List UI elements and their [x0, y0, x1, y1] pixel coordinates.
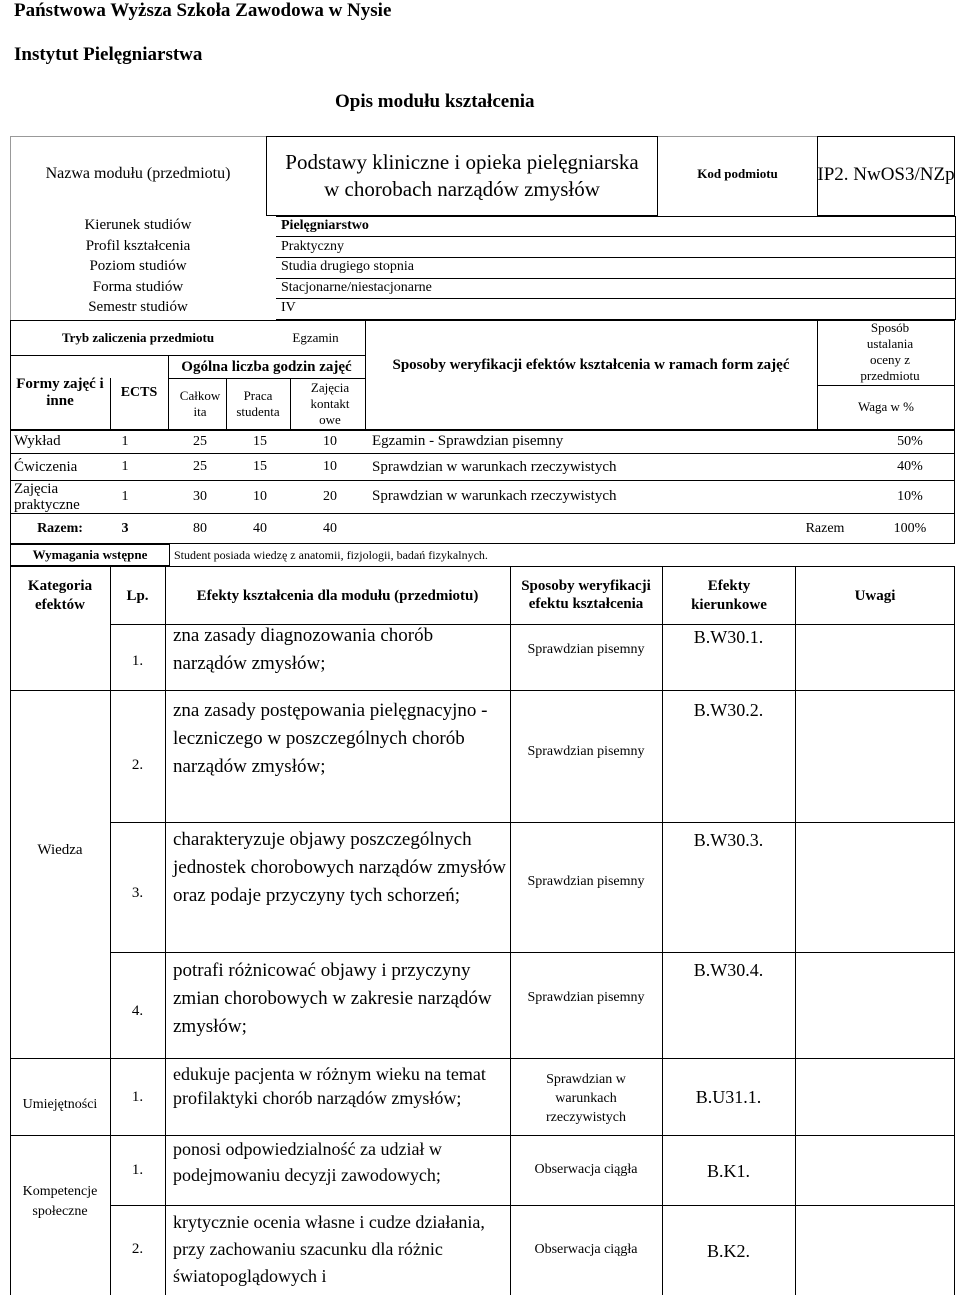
- effect-lp: 1.: [131, 652, 144, 669]
- effect-code: B.K1.: [706, 1160, 750, 1181]
- sum-ects: 3: [121, 521, 129, 536]
- ects-label: ECTS: [120, 385, 158, 400]
- row-student: 15: [253, 433, 267, 449]
- info-values: [281, 216, 432, 319]
- info-label: Profil kształcenia: [85, 237, 191, 254]
- row-contact: 10: [323, 459, 337, 474]
- row-method: Sprawdzian w warunkach rzeczywistych: [372, 458, 617, 475]
- effect-text: charakteryzuje objawy poszczególnych jednostek chorobowych narządów zmysłów oraz podaje przyczyny tych schorzeń;: [173, 829, 506, 906]
- verification-label: Sposoby weryfikacji efektów kształcenia w ramach form zajęć: [392, 356, 790, 373]
- row-total: 25: [193, 459, 207, 474]
- requirements-value: Student posiada wiedzę z anatomii, fizjologii, badań fizykalnych.: [174, 547, 488, 562]
- effect-lp: 3.: [131, 884, 144, 901]
- effect-code: B.K2.: [706, 1240, 750, 1261]
- effect-method: Obserwacja ciągła: [534, 1242, 638, 1257]
- row-form: Wykład: [14, 433, 61, 449]
- effect-method: Sprawdzian pisemny: [527, 642, 645, 657]
- effect-code: B.W30.1.: [693, 626, 764, 647]
- row-weight: 10%: [897, 488, 923, 504]
- row-weight: 50%: [897, 433, 923, 449]
- effect-text: ponosi odpowiedzialność za udział w podejmowaniu decyzji zawodowych;: [173, 1139, 442, 1185]
- total-hours-label: Ogólna liczba godzin zajęć: [181, 359, 352, 375]
- sum-total: 80: [193, 521, 207, 536]
- header-methods: Sposoby weryfikacji efektu kształcenia: [521, 578, 651, 612]
- school-name: Państwowa Wyższa Szkoła Zawodowa w Nysie: [14, 0, 392, 21]
- info-labels: [10, 217, 266, 320]
- info-label: Semestr studiów: [88, 299, 188, 315]
- effect-code: B.W30.4.: [693, 959, 764, 980]
- info-label: Forma studiów: [92, 278, 184, 295]
- sum-contact: 40: [323, 521, 337, 536]
- row-contact: 10: [323, 433, 337, 449]
- col-contact: Zajęcia kontakt owe: [310, 380, 350, 427]
- info-value: Pielęgniarstwo: [281, 218, 369, 233]
- exam-mode-value: Egzamin: [292, 330, 339, 345]
- row-student: 15: [253, 459, 267, 474]
- effect-method: Obserwacja ciągła: [534, 1162, 638, 1177]
- grading-label: Sposób ustalania oceny z przedmiotu: [860, 320, 920, 383]
- sum-label: Razem:: [37, 521, 83, 536]
- row-contact: 20: [323, 488, 337, 504]
- weight-label: Waga w %: [858, 399, 914, 414]
- header-notes: Uwagi: [854, 587, 896, 604]
- row-total: 30: [193, 488, 207, 504]
- info-value: Studia drugiego stopnia: [281, 259, 414, 274]
- effect-lp: 2.: [131, 1240, 144, 1257]
- effect-lp: 2.: [131, 756, 144, 773]
- institute-name: Instytut Pielęgniarstwa: [14, 44, 203, 65]
- col-total: Całkow ita: [179, 388, 221, 419]
- effect-text: zna zasady postępowania pielęgnacyjno - leczniczego w poszczególnych chorób narządów zmysłów;: [173, 700, 488, 777]
- row-ects: 1: [121, 459, 129, 474]
- category-wiedza: Wiedza: [37, 841, 83, 858]
- header-lp: Lp.: [126, 587, 149, 604]
- sum-razem: Razem: [805, 521, 845, 536]
- exam-mode-label: Tryb zaliczenia przedmiotu: [61, 330, 215, 345]
- col-student: Praca studenta: [236, 388, 280, 419]
- effect-text: edukuje pacjenta w różnym wieku na temat profilaktyki chorób narządów zmysłów;: [173, 1064, 486, 1108]
- document-title: Opis modułu kształcenia: [335, 91, 535, 112]
- effect-code: B.U31.1.: [695, 1086, 762, 1107]
- header-category: Kategoria efektów: [27, 578, 93, 613]
- header-effects: Efekty kształcenia dla modułu (przedmiotu): [196, 587, 479, 604]
- row-student: 10: [253, 488, 267, 504]
- info-label: Poziom studiów: [89, 258, 187, 274]
- module-code-label: Kod podmiotu: [697, 166, 778, 181]
- info-value: Praktyczny: [281, 238, 344, 254]
- row-form: Zajęcia praktyczne: [14, 480, 80, 513]
- effect-text: potrafi różnicować objawy i przyczyny zmian chorobowych w zakresie narządów zmysłów;: [173, 960, 492, 1037]
- info-value: Stacjonarne/niestacjonarne: [281, 279, 432, 295]
- effect-method: Sprawdzian w warunkach rzeczywistych: [545, 1071, 627, 1125]
- forms-label: Formy zajęć i inne: [16, 376, 104, 409]
- effect-code: B.W30.3.: [693, 829, 764, 850]
- effect-lp: 4.: [131, 1002, 144, 1019]
- effect-lp: 1.: [131, 1088, 144, 1105]
- effect-method: Sprawdzian pisemny: [527, 744, 645, 759]
- sum-student: 40: [253, 521, 267, 536]
- effect-text: krytycznie ocenia własne i cudze działania, przy zachowaniu szacunku dla różnic światopoglądowych i: [173, 1212, 485, 1286]
- category-umiejetnosci: Umiejętności: [22, 1097, 98, 1112]
- module-name-label: Nazwa modułu (przedmiotu): [45, 165, 231, 182]
- effect-lp: 1.: [131, 1161, 144, 1178]
- module-code-value: IP2. NwOS3/NZp: [817, 164, 955, 185]
- row-method: Egzamin - Sprawdzian pisemny: [372, 433, 564, 449]
- effect-code: B.W30.2.: [693, 699, 764, 720]
- sum-weight: 100%: [893, 521, 927, 536]
- row-form: Ćwiczenia: [14, 458, 78, 475]
- row-ects: 1: [121, 488, 129, 504]
- info-label: Kierunek studiów: [84, 217, 192, 233]
- header-direction: Efekty kierunkowe: [691, 578, 767, 613]
- info-value: IV: [281, 300, 296, 315]
- requirements-label: Wymagania wstępne: [32, 547, 148, 562]
- row-total: 25: [193, 433, 207, 449]
- category-kompetencje: Kompetencje społeczne: [22, 1184, 98, 1219]
- row-method: Sprawdzian w warunkach rzeczywistych: [372, 488, 617, 504]
- effect-method: Sprawdzian pisemny: [527, 874, 645, 889]
- effect-method: Sprawdzian pisemny: [527, 990, 645, 1005]
- effect-text: zna zasady diagnozowania chorób narządów zmysłów;: [173, 625, 434, 674]
- module-name-value: Podstawy kliniczne i opieka pielęgniarska w chorobach narządów zmysłów: [285, 150, 639, 201]
- row-ects: 1: [121, 433, 129, 449]
- row-weight: 40%: [897, 459, 923, 474]
